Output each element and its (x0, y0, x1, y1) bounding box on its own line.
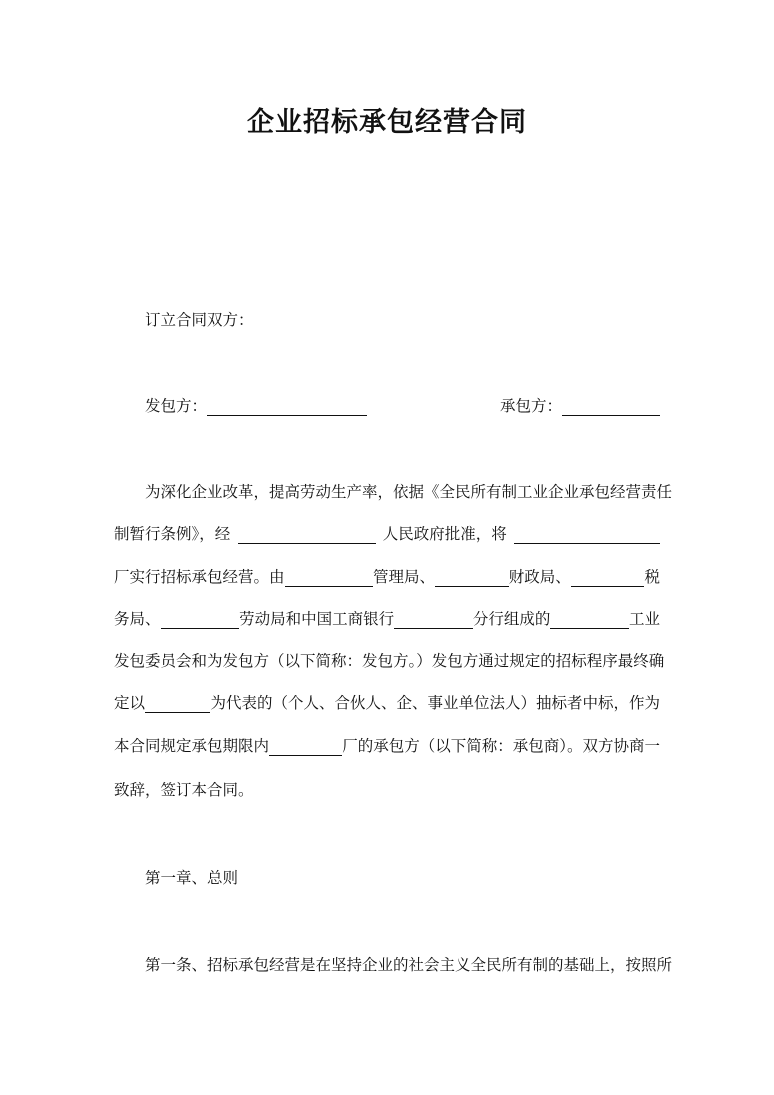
para1-line2: 制暂行条例》，经 人民政府批准，将 (114, 524, 660, 544)
bank-branch-blank (394, 611, 473, 629)
issuer-blank (207, 398, 367, 416)
factory-name-blank (514, 526, 660, 544)
contractor-row (500, 396, 660, 416)
contractor-blank (562, 398, 660, 416)
para1-line3: 厂实行招标承包经营。由 管理局、 财政局、 税 (114, 568, 660, 586)
para1-line6: 定以 为代表的（个人、合伙人、企、事业单位法人）抽标者中标，作为 (114, 694, 660, 712)
contractor-label: 承包方： (500, 397, 563, 415)
para1-line4: 务局、 劳动局和中国工商银行 分行组成的 工业 (114, 610, 660, 628)
tax-bureau-blank (571, 569, 645, 587)
parties-intro: 订立合同双方： (145, 311, 254, 329)
contract-factory-blank (269, 738, 342, 756)
representative-blank (145, 695, 210, 713)
chapter-heading: 第一章、总则 (145, 869, 239, 887)
labor-bureau-blank (161, 611, 240, 629)
finance-bureau-blank (435, 569, 509, 587)
para1-line1: 为深化企业改革，提高劳动生产率，依据《全民所有制工业企业承包经营责任 (145, 483, 673, 501)
issuer-row (145, 396, 367, 416)
para1-line7: 本合同规定承包期限内 厂的承包方（以下简称：承包商）。双方协商一 (114, 737, 660, 755)
document-title: 企业招标承包经营合同 (247, 107, 527, 138)
para1-line8: 致辞，签订本合同。 (114, 781, 254, 799)
issuer-label: 发包方： (145, 397, 208, 415)
admin-bureau-blank (285, 569, 373, 587)
industry-blank (550, 611, 629, 629)
para1-line5: 发包委员会和为发包方（以下简称：发包方。）发包方通过规定的招标程序最终确 (114, 652, 665, 670)
article-1: 第一条、招标承包经营是在坚持企业的社会主义全民所有制的基础上，按照所 (145, 956, 673, 974)
approval-authority-blank (238, 526, 376, 544)
